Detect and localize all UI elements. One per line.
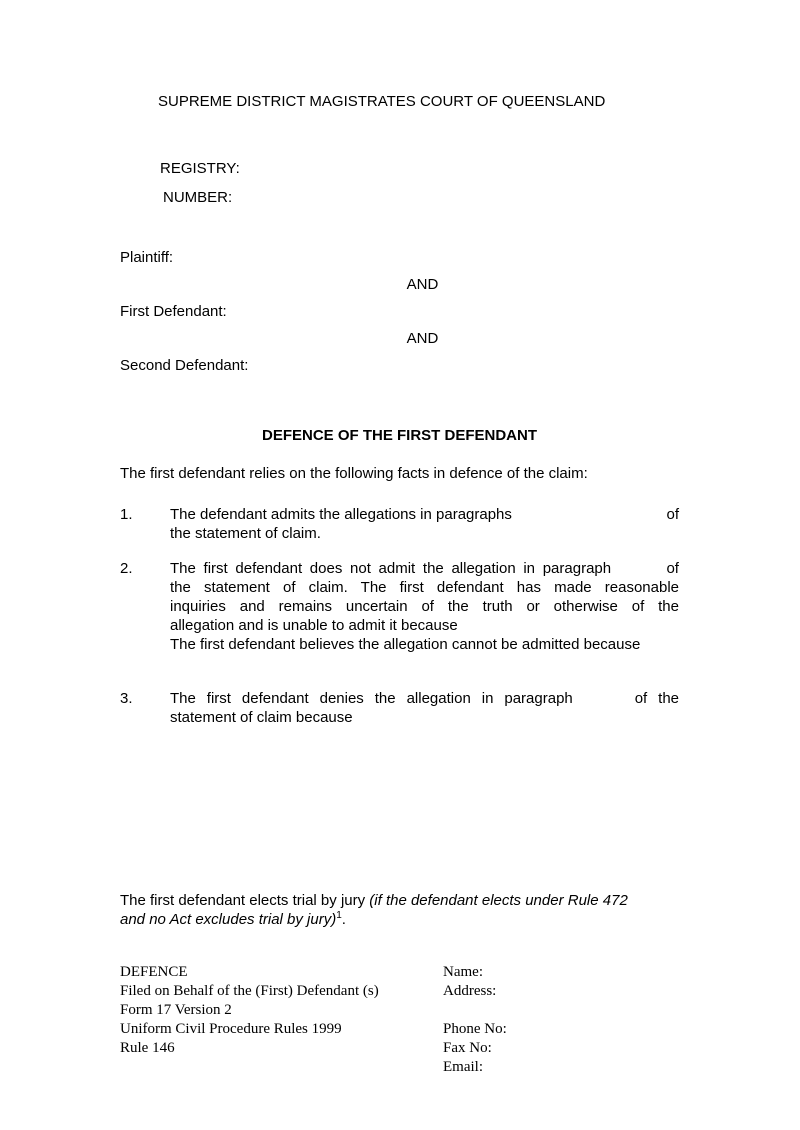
item-text: of the: [634, 690, 680, 707]
item-line: [170, 505, 679, 524]
footer-field-label: Email:: [443, 1059, 483, 1075]
defence-item-2: [120, 559, 679, 654]
second-defendant-label: Second Defendant:: [120, 357, 249, 374]
item-text: allegation and is unable to admit it because: [170, 617, 458, 634]
footer-line: Uniform Civil Procedure Rules 1999: [120, 1021, 342, 1037]
footer-field-blank: [443, 1001, 507, 1020]
item-line: [170, 559, 679, 578]
jury-text-italic: and no Act excludes trial by jury): [120, 911, 337, 928]
first-defendant-label: First Defendant:: [120, 303, 227, 320]
item-text: of: [666, 506, 679, 523]
registry-label: REGISTRY:: [160, 160, 240, 177]
parties-section: [120, 248, 679, 383]
jury-text: .: [341, 911, 346, 928]
footer-contact-fields: [443, 963, 507, 1077]
item-number: 1.: [120, 506, 133, 523]
item-text: inquiries and remains uncertain of the truth or otherwise of the: [170, 598, 679, 615]
item-line: [170, 689, 679, 708]
item-text: The first defendant believes the allegation cannot be admitted because: [170, 636, 641, 653]
footer-field-label: Address:: [443, 983, 497, 999]
jury-text-italic: (if the defendant elects under Rule 472: [369, 892, 628, 909]
jury-text: The first defendant elects trial by jury: [120, 892, 370, 909]
document-title: DEFENCE OF THE FIRST DEFENDANT: [261, 427, 537, 444]
jury-line: [120, 891, 679, 910]
item-text: statement of claim because: [170, 709, 353, 726]
footer-line: DEFENCE: [120, 964, 188, 980]
footer-field-label: Phone No:: [443, 1021, 507, 1037]
item-text: the statement of claim.: [170, 525, 321, 542]
item-text: The first defendant denies the allegation in paragraph: [170, 690, 573, 707]
jury-election-paragraph: [120, 891, 679, 929]
footer-field-label: Fax No:: [443, 1040, 492, 1056]
item-number: 2.: [120, 560, 133, 577]
item-text: The first defendant does not admit the allegation in paragraph: [170, 560, 612, 577]
number-label: NUMBER:: [163, 189, 233, 206]
footer-line: Form 17 Version 2: [120, 1002, 232, 1018]
footer-line: Filed on Behalf of the (First) Defendant (s): [120, 983, 379, 999]
defence-item-3: [120, 689, 679, 727]
item-text: the statement of claim. The first defendant has made reasonable: [170, 579, 679, 596]
item-text: of: [666, 560, 679, 577]
jury-line: [120, 910, 679, 929]
and-separator: AND: [406, 330, 439, 347]
footnote-reference: 1: [336, 910, 342, 921]
footer-field-label: Name:: [443, 964, 483, 980]
item-text: The defendant admits the allegations in paragraphs: [170, 506, 512, 523]
footer-form-info: [120, 963, 379, 1058]
intro-paragraph: The first defendant relies on the following facts in defence of the claim:: [120, 465, 588, 482]
plaintiff-label: Plaintiff:: [120, 249, 174, 266]
item-number: 3.: [120, 690, 133, 707]
footer-line: Rule 146: [120, 1040, 175, 1056]
fill-in-blank: [512, 505, 667, 524]
and-separator: AND: [406, 276, 439, 293]
defence-item-1: [120, 505, 679, 543]
court-header: SUPREME DISTRICT MAGISTRATES COURT OF QUEENSLAND: [158, 93, 606, 110]
